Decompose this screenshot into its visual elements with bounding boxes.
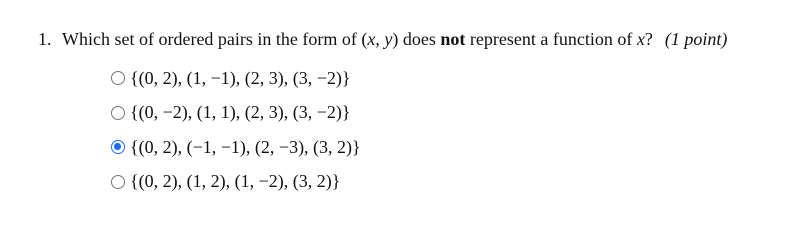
answer-option-label: {(0, 2), (1, −1), (2, 3), (3, −2)} <box>130 67 351 88</box>
radio-button-3[interactable] <box>111 140 125 154</box>
question-text-after: represent a function of <box>465 29 637 49</box>
question-mark: ? <box>644 29 653 49</box>
answer-option-2[interactable] <box>111 102 361 124</box>
question-number: 1. <box>38 29 52 49</box>
answer-option-label: {(0, −2), (1, 1), (2, 3), (3, −2)} <box>130 102 351 122</box>
question-var-form: (x, y) <box>361 29 399 49</box>
question-points: (1 point) <box>664 29 728 49</box>
question-prompt <box>38 28 778 50</box>
question-emphasis: not <box>440 29 466 49</box>
question-text-start: Which set of ordered pairs in the form of <box>62 29 362 49</box>
radio-button-1[interactable] <box>111 71 125 85</box>
radio-button-4[interactable] <box>111 175 125 189</box>
question-text-middle: does <box>398 29 441 49</box>
answer-option-label: {(0, 2), (1, 2), (1, −2), (3, 2)} <box>130 171 341 191</box>
answer-option-label: {(0, 2), (−1, −1), (2, −3), (3, 2)} <box>130 136 361 157</box>
question-var-x: x <box>636 29 645 49</box>
radio-button-2[interactable] <box>111 106 125 120</box>
answer-option-1[interactable] <box>111 67 361 89</box>
answer-option-4[interactable] <box>111 171 361 193</box>
answer-option-3[interactable] <box>111 136 361 158</box>
answer-options <box>111 67 361 205</box>
